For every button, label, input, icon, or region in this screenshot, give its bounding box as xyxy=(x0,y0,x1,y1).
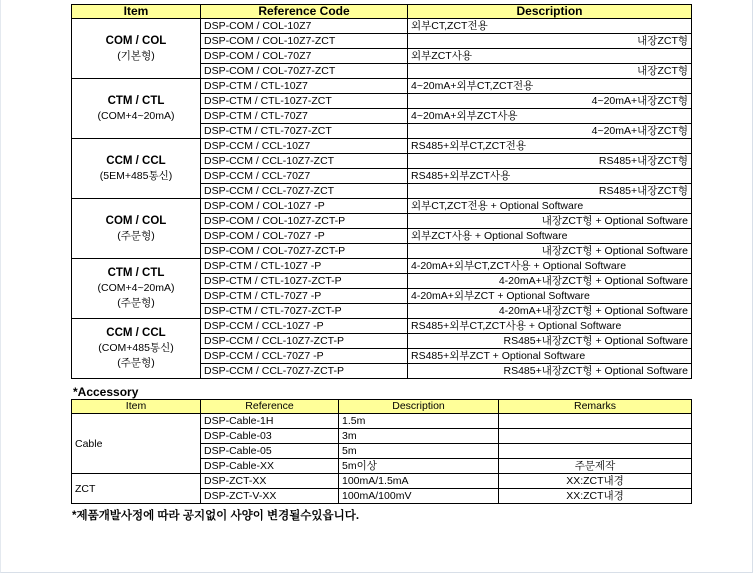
description-cell: 4~20mA+내장ZCT형 xyxy=(408,94,692,109)
acc-reference-cell: DSP-ZCT-V-XX xyxy=(201,489,339,504)
acc-reference-cell: DSP-Cable-03 xyxy=(201,429,339,444)
acc-reference-cell: DSP-ZCT-XX xyxy=(201,474,339,489)
reference-code-cell: DSP-COM / COL-70Z7 -P xyxy=(201,229,408,244)
acc-header-description: Description xyxy=(339,400,499,414)
item-subtitle: (COM+4~20mA) xyxy=(97,109,175,122)
item-title: CCM / CCL xyxy=(106,154,166,167)
description-cell: 4~20mA+외부ZCT사용 xyxy=(408,109,692,124)
item-subtitle: (기본형) xyxy=(117,49,155,62)
reference-code-cell: DSP-COM / COL-10Z7-ZCT-P xyxy=(201,214,408,229)
product-table-header xyxy=(72,5,692,19)
item-cell xyxy=(72,79,201,139)
reference-code-cell: DSP-CCM / CCL-10Z7-ZCT-P xyxy=(201,334,408,349)
table-row xyxy=(72,319,692,334)
reference-code-cell: DSP-CTM / CTL-10Z7 -P xyxy=(201,259,408,274)
acc-remarks-cell xyxy=(499,429,692,444)
table-row xyxy=(72,19,692,34)
description-cell: 4~20mA+외부CT,ZCT전용 xyxy=(408,79,692,94)
reference-code-cell: DSP-CTM / CTL-10Z7 xyxy=(201,79,408,94)
description-cell: 4-20mA+외부ZCT + Optional Software xyxy=(408,289,692,304)
table-row xyxy=(72,199,692,214)
reference-code-cell: DSP-COM / COL-70Z7 xyxy=(201,49,408,64)
description-cell: RS485+내장ZCT형 xyxy=(408,154,692,169)
item-title: CTM / CTL xyxy=(107,267,165,279)
reference-code-cell: DSP-CTM / CTL-10Z7-ZCT xyxy=(201,94,408,109)
description-cell: RS485+외부CT,ZCT전용 xyxy=(408,139,692,154)
item-cell xyxy=(72,319,201,379)
description-cell: 외부ZCT사용 xyxy=(408,49,692,64)
reference-code-cell: DSP-CCM / CCL-10Z7 -P xyxy=(201,319,408,334)
item-cell xyxy=(72,19,201,79)
reference-code-cell: DSP-CTM / CTL-70Z7 xyxy=(201,109,408,124)
acc-item-cell: ZCT xyxy=(72,474,201,504)
description-cell: 내장ZCT형 + Optional Software xyxy=(408,214,692,229)
item-subtitle: (COM+4~20mA) xyxy=(97,282,175,294)
item-title: COM / COL xyxy=(105,214,167,227)
description-cell: 4-20mA+내장ZCT형 + Optional Software xyxy=(408,274,692,289)
table-row xyxy=(72,259,692,274)
table-row xyxy=(72,139,692,154)
item-title: CCM / CCL xyxy=(106,327,166,339)
acc-header-reference: Reference xyxy=(201,400,339,414)
accessory-title: *Accessory xyxy=(73,385,139,399)
reference-code-cell: DSP-COM / COL-10Z7 xyxy=(201,19,408,34)
description-cell: 4-20mA+외부CT,ZCT사용 + Optional Software xyxy=(408,259,692,274)
product-table-body xyxy=(72,19,692,379)
reference-code-cell: DSP-CCM / CCL-70Z7 -P xyxy=(201,349,408,364)
reference-code-cell: DSP-CTM / CTL-70Z7-ZCT-P xyxy=(201,304,408,319)
table-row xyxy=(72,414,692,429)
item-subtitle-2: (주문형) xyxy=(117,297,155,309)
reference-code-cell: DSP-CTM / CTL-10Z7-ZCT-P xyxy=(201,274,408,289)
acc-remarks-cell xyxy=(499,444,692,459)
reference-code-cell: DSP-CTM / CTL-70Z7-ZCT xyxy=(201,124,408,139)
accessory-table xyxy=(71,399,692,504)
reference-code-cell: DSP-CCM / CCL-70Z7 xyxy=(201,169,408,184)
description-cell: RS485+내장ZCT형 + Optional Software xyxy=(408,364,692,379)
description-cell: 4~20mA+내장ZCT형 xyxy=(408,124,692,139)
item-cell xyxy=(72,259,201,319)
description-cell: 내장ZCT형 xyxy=(408,64,692,79)
description-cell: RS485+내장ZCT형 xyxy=(408,184,692,199)
item-subtitle-2: (주문형) xyxy=(117,357,155,369)
table-row xyxy=(72,474,692,489)
accessory-table-body xyxy=(72,414,692,504)
acc-reference-cell: DSP-Cable-05 xyxy=(201,444,339,459)
reference-code-cell: DSP-COM / COL-10Z7 -P xyxy=(201,199,408,214)
description-cell: 내장ZCT형 + Optional Software xyxy=(408,244,692,259)
acc-remarks-cell: 주문제작 xyxy=(499,459,692,474)
description-cell: 외부CT,ZCT전용 xyxy=(408,19,692,34)
reference-code-cell: DSP-CCM / CCL-70Z7-ZCT xyxy=(201,184,408,199)
table-row xyxy=(72,79,692,94)
description-cell: RS485+외부ZCT + Optional Software xyxy=(408,349,692,364)
acc-item-cell: Cable xyxy=(72,414,201,474)
item-cell xyxy=(72,199,201,259)
header-item: Item xyxy=(72,5,201,19)
product-table xyxy=(71,4,692,379)
item-subtitle: (5EM+485통신) xyxy=(99,169,173,182)
item-subtitle: (주문형) xyxy=(117,229,155,242)
reference-code-cell: DSP-CCM / CCL-70Z7-ZCT-P xyxy=(201,364,408,379)
reference-code-cell: DSP-CCM / CCL-10Z7 xyxy=(201,139,408,154)
accessory-table-header xyxy=(72,400,692,414)
description-cell: RS485+외부ZCT사용 xyxy=(408,169,692,184)
acc-description-cell: 5m xyxy=(339,444,499,459)
acc-remarks-cell xyxy=(499,414,692,429)
acc-description-cell: 3m xyxy=(339,429,499,444)
description-cell: 외부ZCT사용 + Optional Software xyxy=(408,229,692,244)
description-cell: 내장ZCT형 xyxy=(408,34,692,49)
description-cell: RS485+외부CT,ZCT사용 + Optional Software xyxy=(408,319,692,334)
header-reference-code: Reference Code xyxy=(201,5,408,19)
reference-code-cell: DSP-COM / COL-10Z7-ZCT xyxy=(201,34,408,49)
item-cell xyxy=(72,139,201,199)
acc-reference-cell: DSP-Cable-1H xyxy=(201,414,339,429)
item-title: COM / COL xyxy=(105,34,167,47)
description-cell: RS485+내장ZCT형 + Optional Software xyxy=(408,334,692,349)
acc-header-item: Item xyxy=(72,400,201,414)
acc-description-cell: 1.5m xyxy=(339,414,499,429)
item-title: CTM / CTL xyxy=(107,94,165,107)
header-description: Description xyxy=(408,5,692,19)
reference-code-cell: DSP-CTM / CTL-70Z7 -P xyxy=(201,289,408,304)
reference-code-cell: DSP-COM / COL-70Z7-ZCT xyxy=(201,64,408,79)
description-cell: 외부CT,ZCT전용 + Optional Software xyxy=(408,199,692,214)
spec-change-note: *제품개발사정에 따라 공지없이 사양이 변경될수있읍니다. xyxy=(72,510,360,522)
acc-remarks-cell: XX:ZCT내경 xyxy=(499,489,692,504)
acc-remarks-cell: XX:ZCT내경 xyxy=(499,474,692,489)
acc-header-remarks: Remarks xyxy=(499,400,692,414)
reference-code-cell: DSP-CCM / CCL-10Z7-ZCT xyxy=(201,154,408,169)
acc-description-cell: 5m이상 xyxy=(339,459,499,474)
acc-reference-cell: DSP-Cable-XX xyxy=(201,459,339,474)
reference-code-cell: DSP-COM / COL-70Z7-ZCT-P xyxy=(201,244,408,259)
description-cell: 4-20mA+내장ZCT형 + Optional Software xyxy=(408,304,692,319)
acc-description-cell: 100mA/100mV xyxy=(339,489,499,504)
item-subtitle: (COM+485통신) xyxy=(98,342,174,354)
acc-description-cell: 100mA/1.5mA xyxy=(339,474,499,489)
